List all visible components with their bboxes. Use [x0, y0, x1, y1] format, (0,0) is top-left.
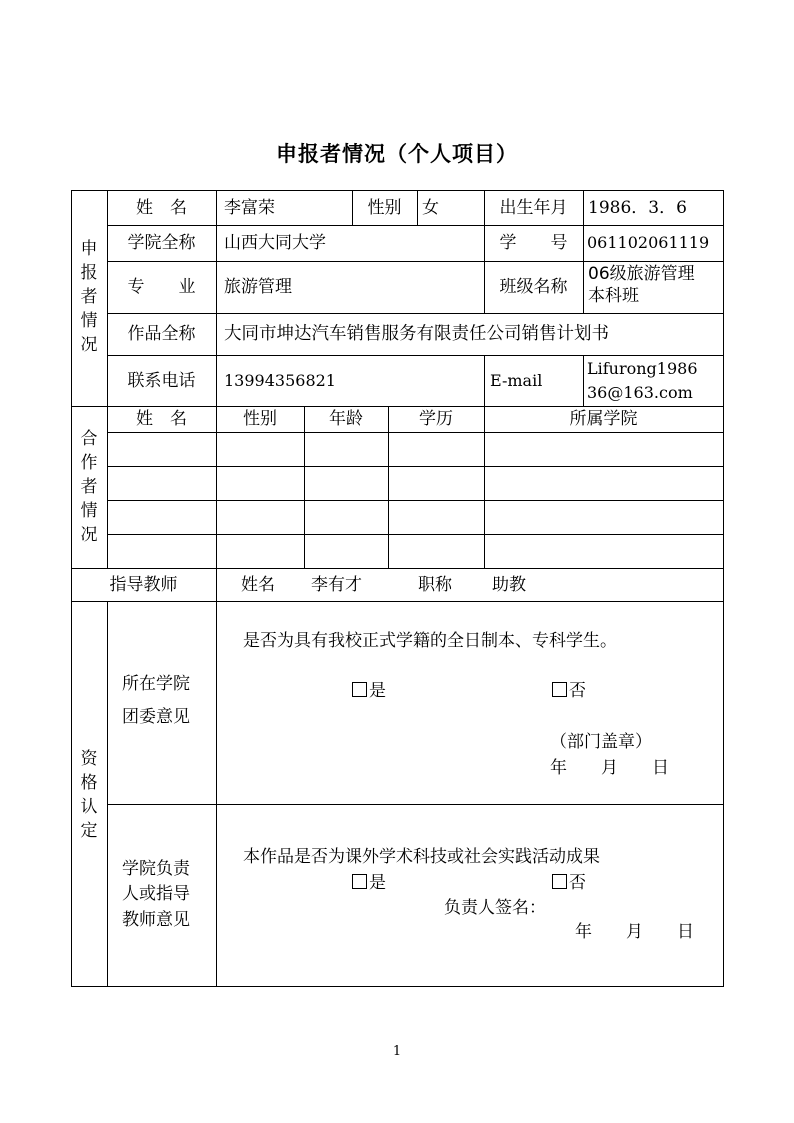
partners-header-name: 姓 名	[136, 409, 187, 429]
applicant-student-id: 061102061119	[587, 233, 710, 252]
label-work-title: 作品全称	[127, 324, 196, 344]
applicant-class-line2: 本科班	[588, 286, 639, 306]
page-number: 1	[392, 1044, 402, 1059]
college-opinion-yes-option[interactable]	[352, 681, 386, 701]
leader-opinion-no-label: 否	[569, 873, 586, 893]
page-title: 申报者情况（个人项目）	[276, 142, 518, 166]
applicant-birth: 1986．3．6	[588, 198, 687, 218]
college-opinion-no-label: 否	[569, 681, 586, 701]
college-opinion-yes-label: 是	[369, 681, 386, 701]
advisor-name-label: 姓名	[241, 575, 275, 595]
label-class-name: 班级名称	[499, 277, 568, 297]
label-college: 学院全称	[127, 233, 196, 253]
advisor-name: 李有才	[311, 575, 362, 595]
advisor-label: 指导教师	[109, 575, 178, 595]
leader-opinion-label-line2: 人或指导	[122, 884, 190, 904]
college-opinion-no-option[interactable]	[552, 681, 586, 701]
leader-opinion-signature-label: 负责人签名：	[444, 898, 546, 918]
advisor-title-label: 职称	[418, 575, 452, 595]
advisor-title: 助教	[492, 575, 526, 595]
label-major: 专 业	[127, 277, 196, 297]
applicant-gender: 女	[422, 198, 439, 218]
applicant-college: 山西大同大学	[224, 233, 326, 253]
college-opinion-date: 年 月 日	[550, 758, 669, 778]
checkbox-icon[interactable]	[352, 682, 367, 697]
leader-opinion-yes-option[interactable]	[352, 873, 386, 893]
leader-opinion-no-option[interactable]	[552, 873, 586, 893]
partners-header-gender: 性别	[243, 409, 277, 429]
section-label-partners: 合作者情况	[80, 429, 98, 545]
applicant-email-line2: 36@163.com	[587, 383, 693, 402]
label-name: 姓 名	[136, 198, 187, 218]
college-opinion-label-line2: 团委意见	[122, 707, 190, 727]
college-opinion-stamp: （部门盖章）	[550, 732, 652, 752]
checkbox-icon[interactable]	[552, 682, 567, 697]
leader-opinion-question: 本作品是否为课外学术科技或社会实践活动成果	[243, 847, 600, 867]
college-opinion-label-line1: 所在学院	[122, 674, 190, 694]
partners-header-education: 学历	[419, 409, 453, 429]
label-gender: 性别	[367, 198, 402, 218]
leader-opinion-date: 年 月 日	[575, 922, 694, 942]
college-opinion-question: 是否为具有我校正式学籍的全日制本、专科学生。	[243, 631, 617, 651]
checkbox-icon[interactable]	[552, 874, 567, 889]
applicant-name: 李富荣	[224, 198, 275, 218]
applicant-class-line1: 06级旅游管理	[588, 264, 695, 284]
partners-header-college: 所属学院	[569, 409, 638, 429]
applicant-phone: 13994356821	[224, 371, 336, 390]
applicant-major: 旅游管理	[224, 277, 292, 297]
label-student-id: 学 号	[499, 233, 568, 253]
label-phone: 联系电话	[127, 371, 196, 391]
applicant-work-title: 大同市坤达汽车销售服务有限责任公司销售计划书	[224, 324, 609, 344]
applicant-email-line1: Lifurong1986	[587, 359, 698, 378]
partners-header-age: 年龄	[329, 409, 363, 429]
checkbox-icon[interactable]	[352, 874, 367, 889]
leader-opinion-label-line1: 学院负责	[122, 859, 190, 879]
label-birth: 出生年月	[499, 198, 568, 218]
leader-opinion-label-line3: 教师意见	[122, 910, 190, 930]
leader-opinion-yes-label: 是	[369, 873, 386, 893]
section-label-applicant: 申报者情况	[80, 239, 98, 355]
section-label-qualification: 资格认定	[80, 749, 98, 841]
label-email: E-mail	[490, 371, 543, 390]
